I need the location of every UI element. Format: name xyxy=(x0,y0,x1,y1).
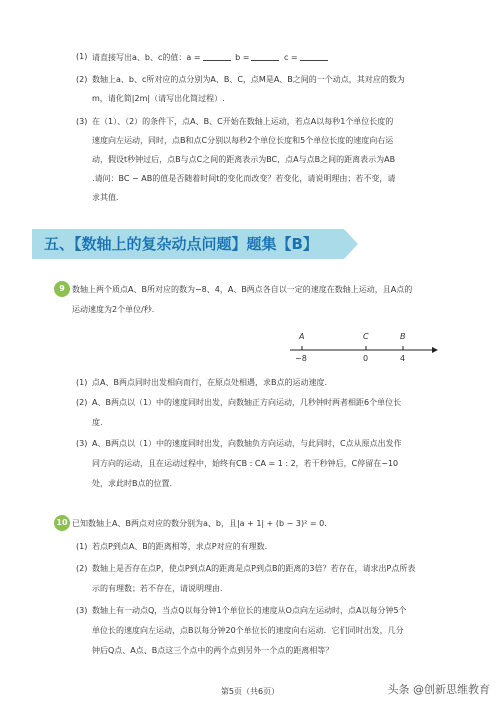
q-prev-sub3-line2: 速度向左运动，同时，点B和点C分别以每秒2个单位长度和5个单位长度的速度向右运 xyxy=(92,136,394,145)
q-prev-sub1-a: 请直接写出a、b、c的值：a = xyxy=(92,53,201,62)
q10-sub1-text: 若点P到点A、B的距离相等，求点P对应的有理数. xyxy=(92,542,268,551)
q10-sub2-line1: 数轴上是否存在点P，使点P到点A的距离是点P到点B的距离的3倍？若存在，请求出P点所表 xyxy=(92,564,416,573)
q9-stem-line1: 数轴上两个质点A、B所对应的数为−8、4，A、B两点各自以一定的速度在数轴上运动，且A点的 xyxy=(72,285,413,294)
q10-sub3-line2: 单位长的速度向左运动，点B以每分钟20个单位长的速度向右运动．它们同时出发，几分 xyxy=(92,626,404,635)
q10-sub2-number: (2) xyxy=(76,564,88,573)
q10-sub1-number: (1) xyxy=(76,542,88,551)
q10-sub3-line1: 数轴上有一动点Q，当点Q以每分钟1个单位长的速度从O点向左运动时，点A以每分钟5个 xyxy=(92,606,407,615)
q9-sub3-number: (3) xyxy=(76,439,88,448)
q9-sub2-number: (2) xyxy=(76,398,88,407)
tick-label-4: 4 xyxy=(400,354,406,363)
number-line-figure xyxy=(290,330,440,370)
section-header-arrow xyxy=(344,229,358,259)
q9-sub1-number: (1) xyxy=(76,378,88,387)
q-prev-sub2-line1: 数轴上a、b、c所对应的点分别为A、B、C，点M是A、B之间的一个动点，其对应的数为 xyxy=(92,75,405,84)
q9-sub2-line2: 度. xyxy=(92,418,103,427)
q-prev-sub1-b: b = xyxy=(235,53,250,62)
q-prev-sub3-line4: .请问：BC − AB的值是否随着时间t的变化而改变？若变化，请说明理由；若不变，请 xyxy=(92,174,396,183)
q10-sub2-line2: 示的有理数；若不存在，请说明理由. xyxy=(92,584,223,593)
point-label-c: C xyxy=(363,332,369,341)
q-prev-sub3-line1: 在（1）、（2）的条件下，点A、B、C开始在数轴上运动，若点A以每秒1个单位长度的 xyxy=(92,117,394,126)
question-9-badge: 9 xyxy=(54,281,70,297)
q9-stem-line2: 运动速度为2个单位/秒. xyxy=(72,305,155,314)
q9-sub3-line1: A、B两点以（1）中的速度同时出发，向数轴负方向运动，与此同时，C点从原点出发作 xyxy=(92,439,402,448)
q-prev-sub1-c: c = xyxy=(283,53,298,62)
q10-stem-line1: 已知数轴上A、B两点对应的数分别为a、b，且|a + 1| + (b − 3)² = 0. xyxy=(72,519,327,528)
point-label-b: B xyxy=(400,332,406,341)
answer-blank-c[interactable] xyxy=(300,52,328,61)
section-title: 五、【数轴上的复杂动点问题】题集【B】 xyxy=(44,235,318,253)
q-prev-sub2-number: (2) xyxy=(76,75,88,84)
q9-sub3-line2: 同方向的运动，且在运动过程中，始终有CB : CA = 1 : 2，若干秒钟后，C停留在−10 xyxy=(92,459,399,468)
tick-label-0: 0 xyxy=(363,354,369,363)
point-label-a: A xyxy=(299,332,305,341)
q-prev-sub3-line3: 动，假设t秒钟过后，点B与点C之间的距离表示为BC，点A与点B之间的距离表示为AB xyxy=(92,155,396,164)
q-prev-sub2-line2: m，请化简|2m|（请写出化简过程）. xyxy=(92,94,225,103)
page-footer: 第5页（共6页） xyxy=(220,687,280,696)
q-prev-sub1-text xyxy=(92,52,330,63)
q9-sub2-line1: A、B两点以（1）中的速度同时出发，向数轴正方向运动，几秒钟时两者相距6个单位长 xyxy=(92,398,402,407)
q10-sub3-line3: 钟后Q点、A点、B点这三个点中的两个点到另外一个点的距离相等？ xyxy=(92,646,334,655)
answer-blank-b[interactable] xyxy=(251,52,279,61)
watermark: 头条 @创新思维教育 xyxy=(387,683,490,696)
q-prev-sub3-number: (3) xyxy=(76,117,88,126)
answer-blank-a[interactable] xyxy=(203,52,231,61)
tick-label-neg8: −8 xyxy=(295,354,307,363)
q9-sub3-line3: 处，求此时B点的位置. xyxy=(92,479,173,488)
q10-sub3-number: (3) xyxy=(76,606,88,615)
question-10-badge: 10 xyxy=(54,515,70,531)
q-prev-sub3-line5: 求其值. xyxy=(92,193,119,202)
q-prev-sub1-number: (1) xyxy=(76,52,88,61)
q9-sub1-text: 点A、B两点同时出发相向而行，在原点处相遇，求B点的运动速度. xyxy=(92,378,327,387)
